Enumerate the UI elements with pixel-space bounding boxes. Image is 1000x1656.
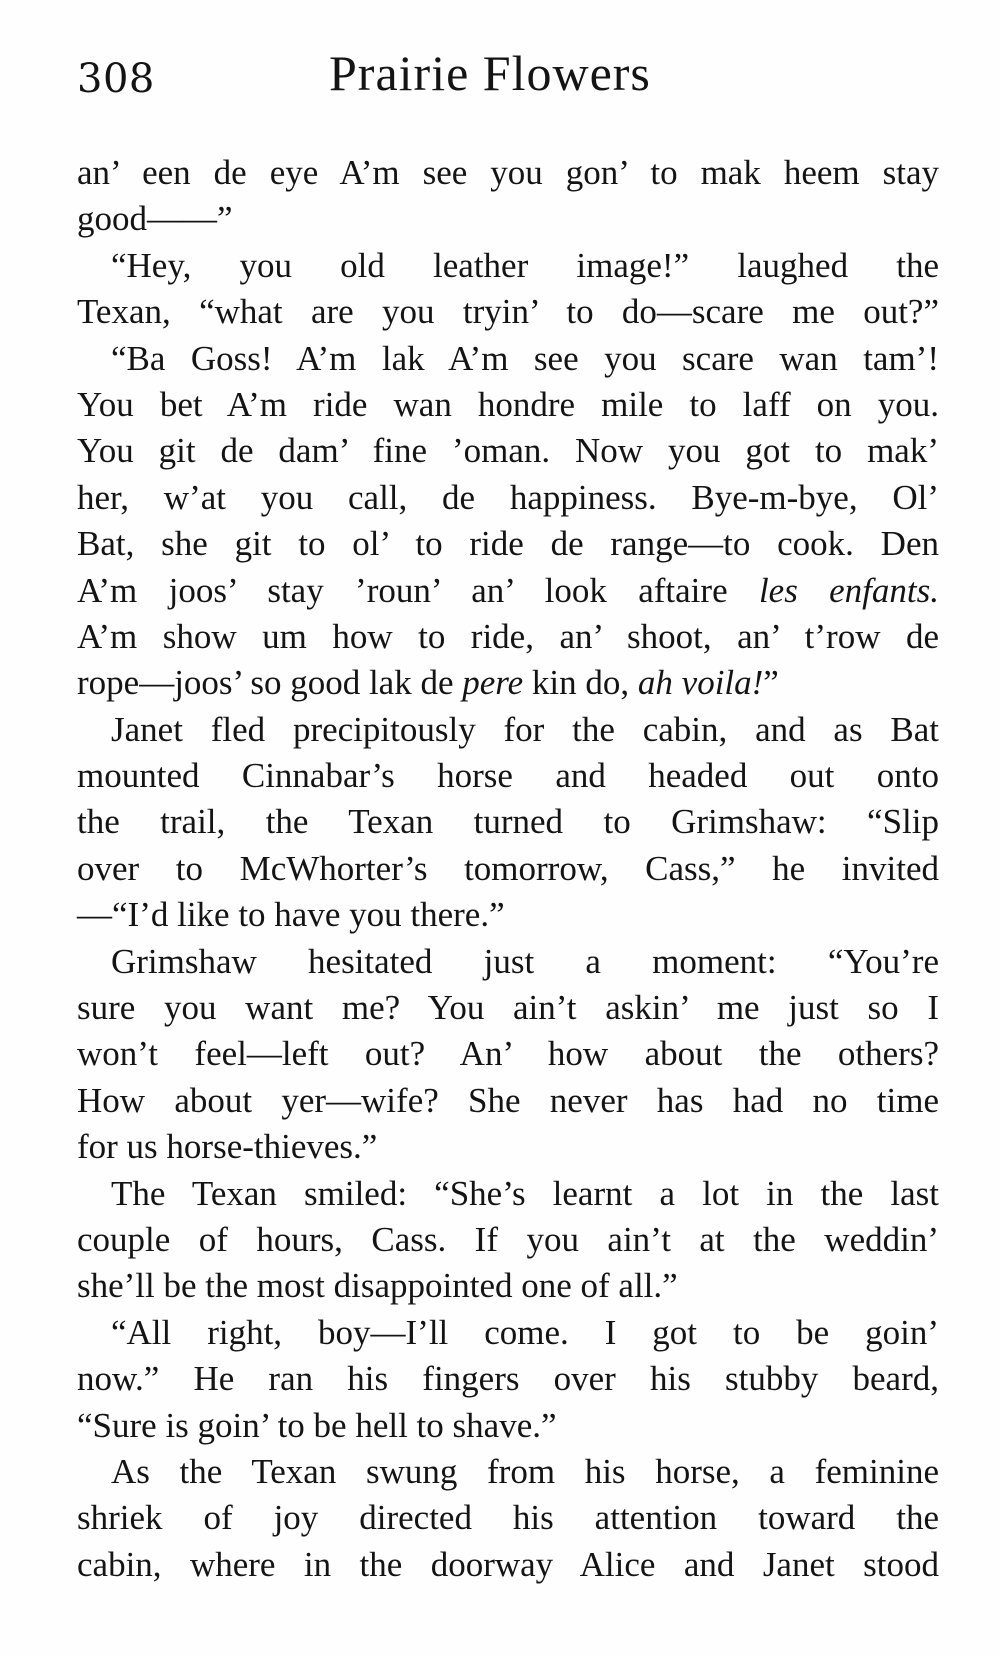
text-line: “Hey, you old leather image!” laughed the (111, 245, 939, 285)
text-line: You bet A’m ride wan hondre mile to laff on you. (77, 384, 939, 424)
text-line: “All right, boy—I’ll come. I got to be goin’ (111, 1312, 939, 1352)
text-line: over to McWhorter’s tomorrow, Cass,” he invited (77, 848, 939, 888)
text-line: —“I’d like to have you there.” (77, 895, 505, 935)
text-line: You git de dam’ fine ’oman. Now you got to mak’ (77, 431, 939, 471)
text-line: an’ een de eye A’m see you gon’ to mak heem stay (77, 153, 939, 192)
text-line: A’m show um how to ride, an’ shoot, an’ t’row de (77, 616, 939, 656)
text-segment: A’m joos’ stay ’roun’ an’ look aftaire (77, 570, 759, 610)
text-line: “Ba Goss! A’m lak A’m see you scare wan tam’! (111, 338, 939, 378)
text-line (77, 568, 939, 614)
text-line: Grimshaw hesitated just a moment: “You’re (111, 941, 939, 981)
text-segment: ” (763, 663, 779, 703)
page-header (77, 40, 937, 110)
text-line: won’t feel—left out? An’ how about the others? (77, 1034, 939, 1074)
text-segment: rope—joos’ so good lak de (77, 663, 463, 703)
text-line: for us horse-thieves.” (77, 1127, 378, 1167)
text-line: shriek of joy directed his attention toward the (77, 1498, 939, 1538)
body-text (77, 150, 939, 1588)
text-line: mounted Cinnabar’s horse and headed out onto (77, 756, 939, 796)
italic-phrase: ah voila! (637, 663, 764, 703)
text-line: now.” He ran his fingers over his stubby beard, (77, 1359, 939, 1399)
italic-phrase: les enfants. (758, 570, 940, 610)
text-line: Texan, “what are you tryin’ to do—scare me out?” (77, 292, 939, 332)
text-segment: kin do, (523, 663, 638, 703)
text-line: How about yer—wife? She never has had no time (77, 1080, 939, 1120)
text-line: Janet fled precipitously for the cabin, and as Bat (111, 709, 939, 749)
running-title: Prairie Flowers (329, 45, 651, 101)
text-line: Bat, she git to ol’ to ride de range—to cook. Den (77, 524, 939, 564)
text-line (77, 660, 939, 706)
page-number: 308 (77, 56, 155, 102)
text-line: good——” (77, 199, 233, 239)
text-line: the trail, the Texan turned to Grimshaw: “Slip (77, 802, 939, 842)
italic-word: pere (462, 663, 524, 703)
text-line: cabin, where in the doorway Alice and Janet stood (77, 1544, 939, 1584)
text-line: “Sure is goin’ to be hell to shave.” (77, 1405, 557, 1445)
text-line: her, w’at you call, de happiness. Bye-m-bye, Ol’ (77, 477, 939, 517)
text-line: couple of hours, Cass. If you ain’t at the weddin’ (77, 1219, 939, 1259)
text-line: she’ll be the most disappointed one of all.” (77, 1266, 678, 1306)
text-line: sure you want me? You ain’t askin’ me just so I (77, 988, 939, 1028)
text-line: The Texan smiled: “She’s learnt a lot in the last (111, 1173, 939, 1213)
text-line: As the Texan swung from his horse, a feminine (111, 1451, 939, 1491)
